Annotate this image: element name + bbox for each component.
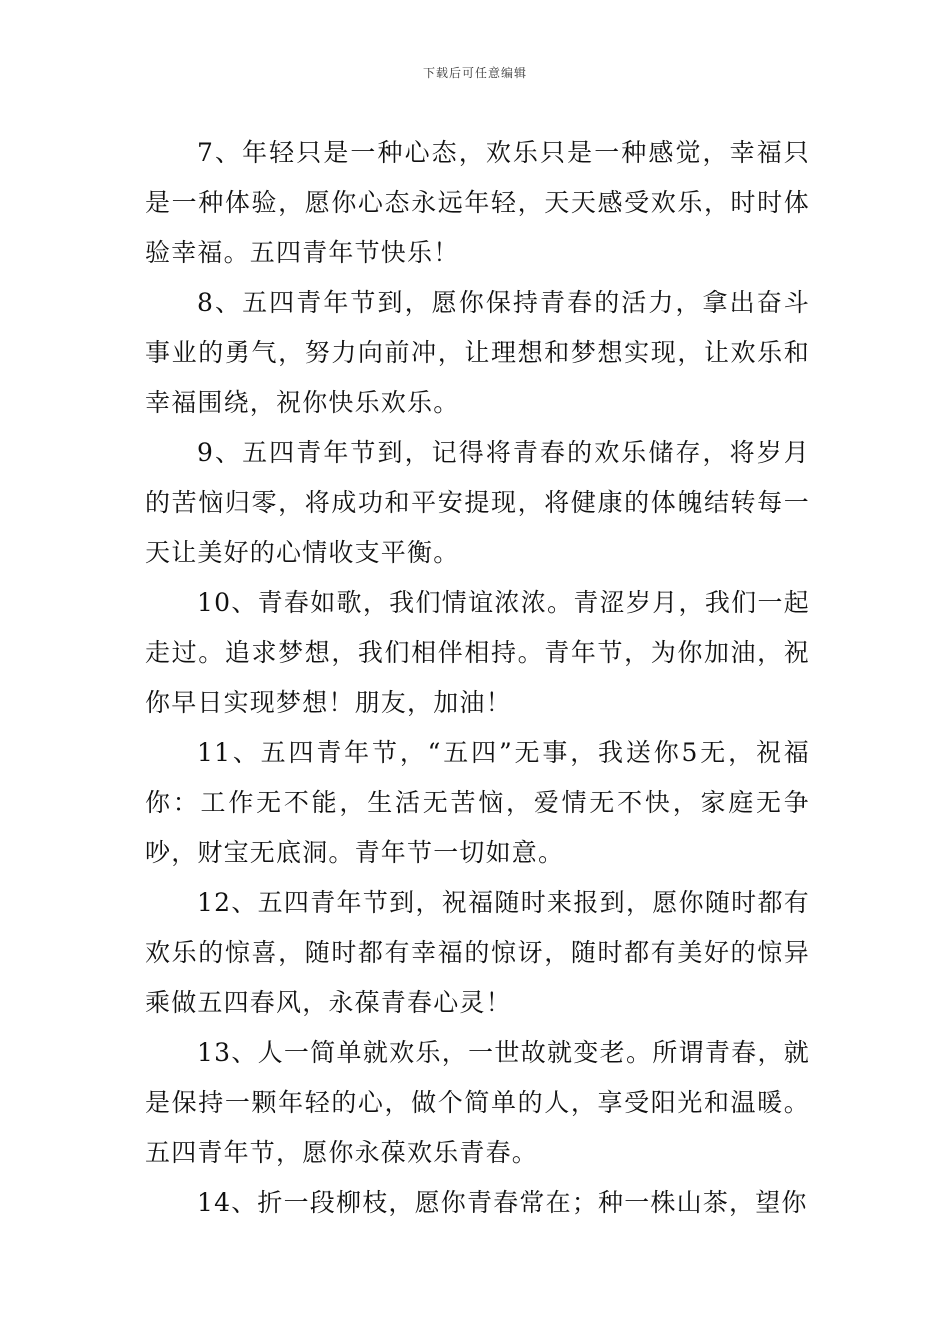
document-body (145, 128, 810, 1228)
paragraph-9: 9、五四青年节到，记得将青春的欢乐储存，将岁月的苦恼归零，将成功和平安提现，将健康的体魄结转每一天让美好的心情收支平衡。 (145, 438, 810, 567)
paragraph-8: 8、五四青年节到，愿你保持青春的活力，拿出奋斗事业的勇气，努力向前冲，让理想和梦想实现，让欢乐和幸福围绕，祝你快乐欢乐。 (145, 288, 810, 417)
paragraph-12: 12、五四青年节到，祝福随时来报到，愿你随时都有欢乐的惊喜，随时都有幸福的惊讶，随时都有美好的惊异乘做五四春风，永葆青春心灵！ (145, 888, 810, 1017)
paragraph-10: 10、青春如歌，我们情谊浓浓。青涩岁月，我们一起走过。追求梦想，我们相伴相持。青年节，为你加油，祝你早日实现梦想！朋友，加油！ (145, 588, 810, 717)
paragraph-13: 13、人一简单就欢乐，一世故就变老。所谓青春，就是保持一颗年轻的心，做个简单的人，享受阳光和温暖。五四青年节，愿你永葆欢乐青春。 (145, 1038, 810, 1167)
paragraph-7: 7、年轻只是一种心态，欢乐只是一种感觉，幸福只是一种体验，愿你心态永远年轻，天天感受欢乐，时时体验幸福。五四青年节快乐！ (145, 138, 810, 267)
paragraph-11: 11、五四青年节，“五四”无事，我送你5无，祝福你：工作无不能，生活无苦恼，爱情无不快，家庭无争吵，财宝无底洞。青年节一切如意。 (145, 738, 810, 867)
header-note: 下载后可任意编辑 (422, 66, 527, 80)
paragraph-14: 14、折一段柳枝，愿你青春常在；种一株山茶，望你 (197, 1188, 808, 1217)
